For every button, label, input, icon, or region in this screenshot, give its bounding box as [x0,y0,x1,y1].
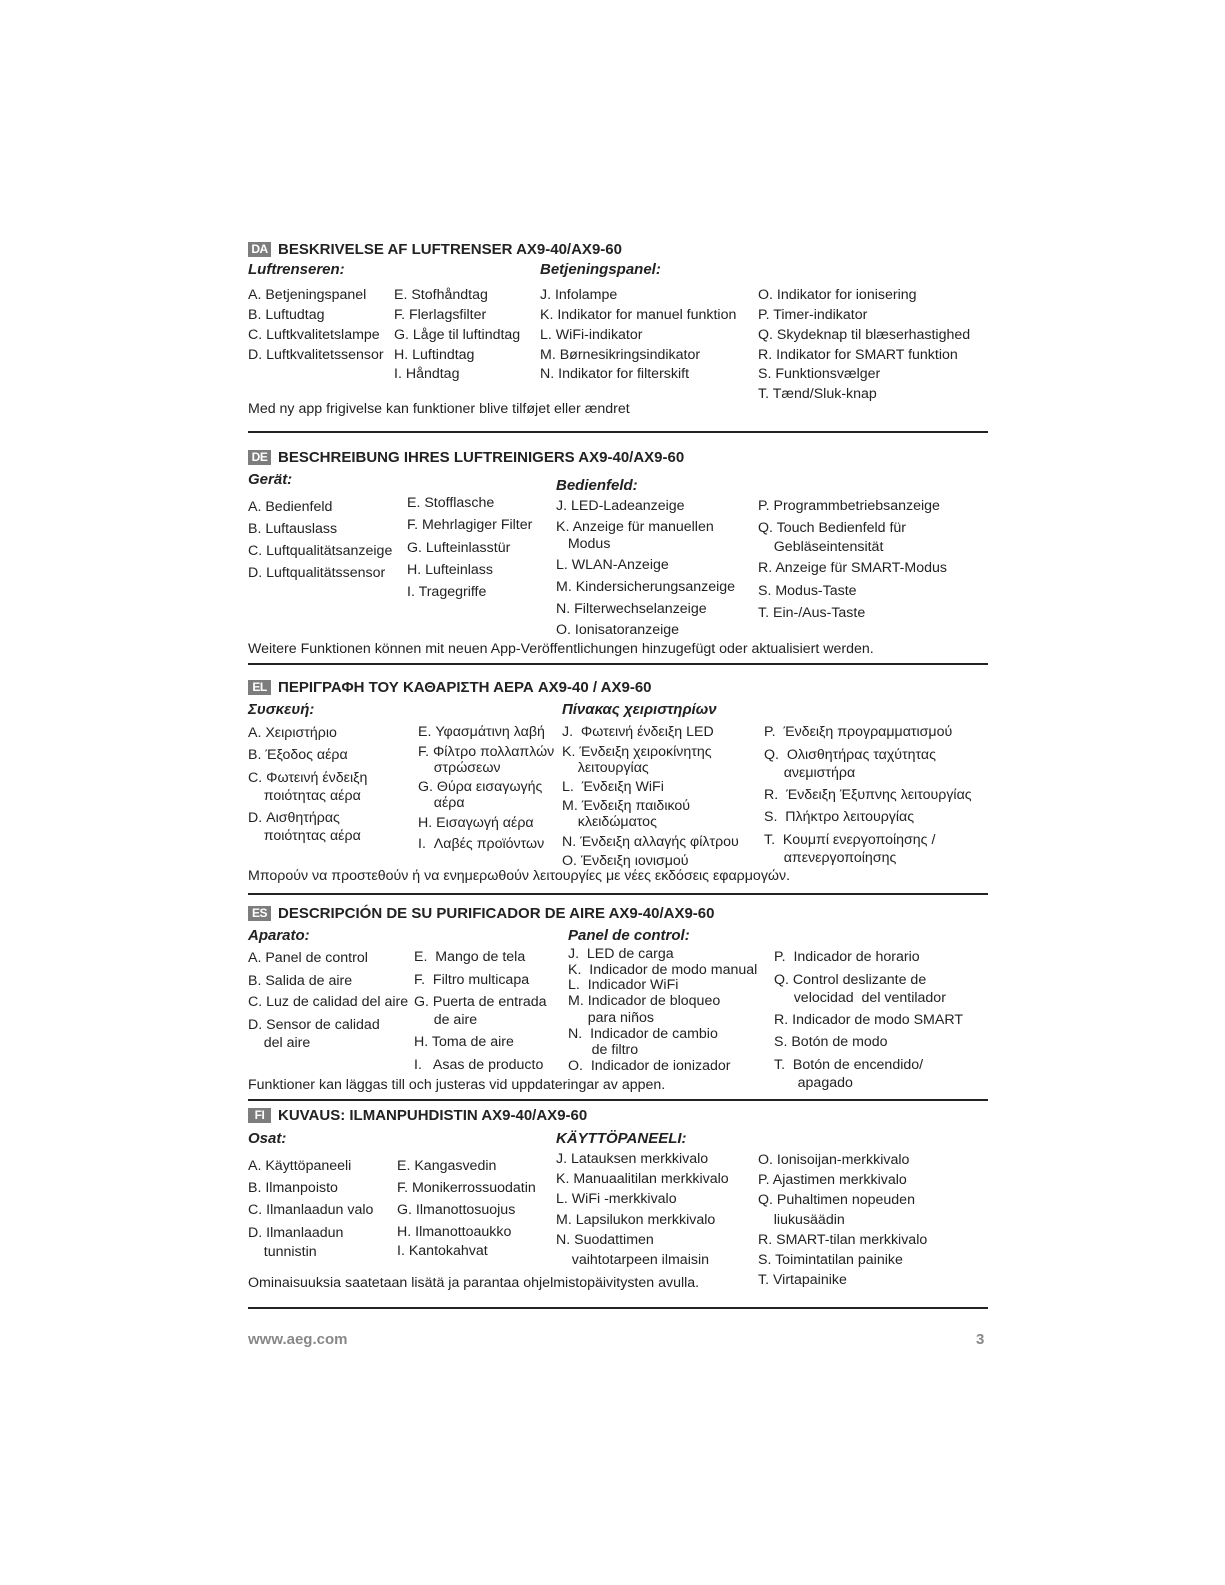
section-da [248,239,988,424]
list-item: J. LED-Ladeanzeige [556,498,685,514]
list-item: I. Kantokahvat [397,1243,488,1259]
section-el [248,677,988,889]
list-item: G. Ilmanottosuojus [397,1202,516,1218]
list-item: N. Ένδειξη αλλαγής φίλτρου [562,834,739,850]
list-item: I. Håndtag [394,366,460,382]
section-title: KUVAUS: ILMANPUHDISTIN AX9-40/AX9-60 [278,1106,588,1124]
section-header [248,239,622,259]
list-item: N. Suodattimen [556,1232,654,1248]
list-item: velocidad del ventilador [774,990,946,1006]
list-item: O. Indicador de ionizador [568,1058,731,1074]
list-item: I. Tragegriffe [407,584,487,600]
list-item: J. Φωτεινή ένδειξη LED [562,724,714,740]
list-item: K. Indicador de modo manual [568,962,758,978]
section-title: ΠΕΡΙΓΡΑΦΗ ΤΟΥ ΚΑΘΑΡΙΣΤΗ ΑΕΡΑ AX9-40 / AX9-60 [278,678,652,696]
list-item: T. Κουμπί ενεργοποίησης / [764,832,936,848]
list-item: E. Mango de tela [414,949,526,965]
list-item: N. Filterwechselanzeige [556,601,707,617]
list-item: K. Ένδειξη χειροκίνητης [562,744,712,760]
list-item: A. Χειριστήριο [248,725,337,741]
list-item: apagado [774,1075,853,1091]
language-badge: ES [248,906,271,921]
list-item: απενεργοποίησης [764,850,897,866]
list-item: P. Ένδειξη προγραμματισμού [764,724,953,740]
list-item: F. Filtro multicapa [414,972,530,988]
list-item: vaihtotarpeen ilmaisin [556,1252,709,1268]
list-item: B. Έξοδος αέρα [248,747,348,763]
list-item: C. Luz de calidad del aire [248,994,409,1010]
list-item: C. Ilmanlaadun valo [248,1202,374,1218]
section-header [248,1105,587,1125]
list-item: F. Monikerrossuodatin [397,1180,536,1196]
section-de [248,447,988,659]
list-item: T. Virtapainike [758,1272,847,1288]
list-item: M. Indicador de bloqueo [568,993,721,1009]
list-item: A. Betjeningspanel [248,287,367,303]
list-item: P. Indicador de horario [774,949,920,965]
list-item: F. Mehrlagiger Filter [407,517,533,533]
list-item: L. Ένδειξη WiFi [562,779,664,795]
app-update-note: Weitere Funktionen können mit neuen App-Veröffentlichungen hinzugefügt oder aktualisiert werden. [248,641,874,657]
panel-subheading: KÄYTTÖPANEELI: [556,1130,687,1147]
list-item: H. Ilmanottoaukko [397,1224,512,1240]
list-item: H. Luftindtag [394,347,475,363]
panel-subheading: Betjeningspanel: [540,261,661,278]
list-item: στρώσεων [418,760,501,776]
section-es [248,903,988,1098]
section-title: BESKRIVELSE AF LUFTRENSER AX9-40/AX9-60 [278,240,622,258]
list-item: M. Børnesikringsindikator [540,347,701,363]
list-item: I. Λαβές προϊόντων [418,836,545,852]
section-divider [248,1307,988,1309]
device-subheading: Συσκευή: [248,701,315,718]
panel-subheading: Bedienfeld: [556,477,638,494]
section-fi [248,1105,988,1300]
list-item: M. Ένδειξη παιδικού [562,798,691,814]
list-item: T. Botón de encendido/ [774,1057,924,1073]
list-item: G. Puerta de entrada [414,994,547,1010]
list-item: P. Programmbetriebsanzeige [758,498,940,514]
list-item: S. Πλήκτρο λειτουργίας [764,809,915,825]
section-divider [248,1099,988,1101]
list-item: C. Φωτεινή ένδειξη [248,770,368,786]
list-item: H. Εισαγωγή αέρα [418,815,534,831]
list-item: para niños [568,1010,654,1026]
language-badge: FI [248,1108,271,1123]
list-item: de filtro [568,1042,639,1058]
list-item: R. Indicador de modo SMART [774,1012,963,1028]
list-item: O. Ionisatoranzeige [556,622,680,638]
list-item: S. Modus-Taste [758,583,857,599]
device-subheading: Gerät: [248,471,293,488]
list-item: I. Asas de producto [414,1057,544,1073]
list-item: ανεμιστήρα [764,765,856,781]
list-item: R. Ένδειξη Έξυπνης λειτουργίας [764,787,972,803]
list-item: B. Luftauslass [248,521,338,537]
list-item: Gebläseintensität [758,539,884,555]
list-item: H. Lufteinlass [407,562,493,578]
list-item: S. Toimintatilan painike [758,1252,903,1268]
list-item: B. Luftudtag [248,307,325,323]
list-item: F. Φίλτρο πολλαπλών [418,744,555,760]
list-item: de aire [414,1012,478,1028]
panel-subheading: Πίνακας χειριστηρίων [562,701,717,718]
list-item: O. Ένδειξη ιονισμού [562,853,689,869]
list-item: A. Käyttöpaneeli [248,1158,352,1174]
list-item: K. Anzeige für manuellen [556,519,714,535]
list-item: Q. Ολισθητήρας ταχύτητας [764,747,936,763]
list-item: O. Ionisoijan-merkkivalo [758,1152,910,1168]
list-item: T. Ein-/Aus-Taste [758,605,866,621]
list-item: R. SMART-tilan merkkivalo [758,1232,928,1248]
list-item: M. Lapsilukon merkkivalo [556,1212,716,1228]
language-badge: DE [248,450,271,465]
list-item: C. Luftkvalitetslampe [248,327,380,343]
list-item: S. Funktionsvælger [758,366,881,382]
list-item: J. Latauksen merkkivalo [556,1151,709,1167]
list-item: S. Botón de modo [774,1034,888,1050]
device-subheading: Osat: [248,1130,287,1147]
list-item: Modus [556,536,611,552]
list-item: E. Kangasvedin [397,1158,497,1174]
list-item: D. Ilmanlaadun [248,1225,344,1241]
section-header [248,903,714,923]
section-divider [248,431,988,433]
list-item: Q. Control deslizante de [774,972,927,988]
list-item: G. Θύρα εισαγωγής [418,779,543,795]
list-item: K. Manuaalitilan merkkivalo [556,1171,729,1187]
language-badge: DA [248,242,271,257]
section-title: DESCRIPCIÓN DE SU PURIFICADOR DE AIRE AX9-40/AX9-60 [278,904,715,922]
list-item: B. Salida de aire [248,973,353,989]
list-item: N. Indicador de cambio [568,1026,718,1042]
list-item: L. WiFi -merkkivalo [556,1191,677,1207]
list-item: del aire [248,1035,311,1051]
list-item: D. Αισθητήρας [248,810,340,826]
list-item: R. Indikator for SMART funktion [758,347,958,363]
list-item: O. Indikator for ionisering [758,287,917,303]
app-update-note: Med ny app frigivelse kan funktioner blive tilføjet eller ændret [248,401,630,417]
list-item: tunnistin [248,1244,317,1260]
section-header [248,677,652,697]
list-item: E. Υφασμάτινη λαβή [418,724,545,740]
list-item: E. Stofhåndtag [394,287,488,303]
list-item: A. Bedienfeld [248,499,333,515]
list-item: C. Luftqualitätsanzeige [248,543,393,559]
app-update-note: Μπορούν να προστεθούν ή να ενημερωθούν λειτουργίες με νέες εκδόσεις εφαρμογών. [248,868,791,884]
panel-subheading: Panel de control: [568,927,690,944]
list-item: A. Panel de control [248,950,368,966]
list-item: N. Indikator for filterskift [540,366,690,382]
page-number: 3 [976,1331,985,1348]
device-subheading: Luftrenseren: [248,261,345,278]
list-item: J. LED de carga [568,946,674,962]
list-item: λειτουργίας [562,760,649,776]
app-update-note: Ominaisuuksia saatetaan lisätä ja parantaa ohjelmistopäivitysten avulla. [248,1275,700,1291]
list-item: Q. Touch Bedienfeld für [758,520,907,536]
list-item: K. Indikator for manuel funktion [540,307,737,323]
footer-url: www.aeg.com [248,1331,348,1348]
list-item: D. Luftkvalitetssensor [248,347,384,363]
list-item: P. Ajastimen merkkivalo [758,1172,907,1188]
list-item: Q. Puhaltimen nopeuden [758,1192,915,1208]
list-item: T. Tænd/Sluk-knap [758,386,877,402]
list-item: G. Låge til luftindtag [394,327,521,343]
list-item: D. Luftqualitätssensor [248,565,386,581]
list-item: Q. Skydeknap til blæserhastighed [758,327,971,343]
list-item: L. Indicador WiFi [568,977,679,993]
app-update-note: Funktioner kan läggas till och justeras vid uppdateringar av appen. [248,1077,666,1093]
list-item: E. Stofflasche [407,495,495,511]
language-badge: EL [248,680,271,695]
list-item: L. WLAN-Anzeige [556,557,669,573]
list-item: D. Sensor de calidad [248,1017,380,1033]
list-item: ποιότητας αέρα [248,788,361,804]
list-item: G. Lufteinlasstür [407,540,511,556]
section-divider [248,893,988,895]
list-item: M. Kindersicherungsanzeige [556,579,736,595]
list-item: αέρα [418,795,465,811]
list-item: ποιότητας αέρα [248,828,361,844]
section-header [248,447,684,467]
section-divider [248,663,988,665]
list-item: L. WiFi-indikator [540,327,643,343]
list-item: F. Flerlagsfilter [394,307,487,323]
list-item: R. Anzeige für SMART-Modus [758,560,947,576]
device-subheading: Aparato: [248,927,310,944]
list-item: J. Infolampe [540,287,618,303]
list-item: κλειδώματος [562,814,657,830]
list-item: B. Ilmanpoisto [248,1180,338,1196]
section-title: BESCHREIBUNG IHRES LUFTREINIGERS AX9-40/AX9-60 [278,448,685,466]
list-item: liukusäädin [758,1212,845,1228]
list-item: H. Toma de aire [414,1034,514,1050]
list-item: P. Timer-indikator [758,307,868,323]
